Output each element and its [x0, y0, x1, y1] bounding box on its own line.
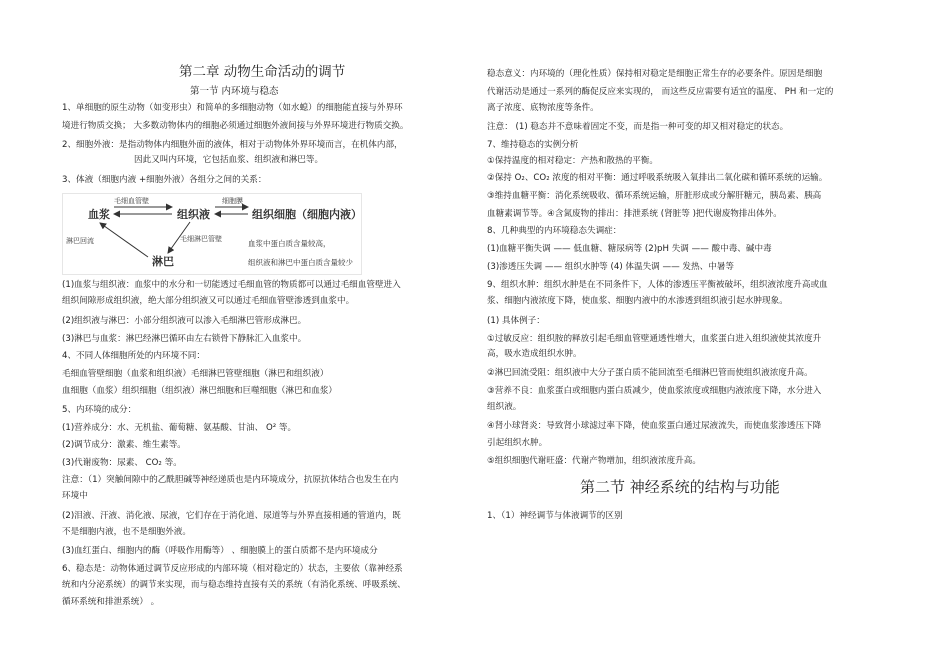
text-line: ②淋巴回流受阻：组织液中大分子蛋白质不能回流至毛细淋巴管而使组织液浓度升高。 [487, 368, 813, 378]
chapter-title: 第二章 动物生命活动的调节 [179, 64, 346, 80]
text-line: 血细胞（血浆）组织细胞（组织液）淋巴细胞和巨噬细胞（淋巴和血浆） [62, 386, 338, 396]
text-line: ③营养不良：血浆蛋白或细胞内蛋白质减少，使血浆浓度或细胞内液浓度下降，水分进入 [487, 386, 822, 396]
text-line: 8、几种典型的内环境稳态失调症： [487, 226, 622, 236]
body-fluid-diagram [62, 193, 362, 275]
text-line: (1)营养成分：水、无机盐、葡萄糖、氨基酸、甘油、 O² 等。 [62, 423, 297, 433]
text-line: 因此又叫内环境，它包括血浆、组织液和淋巴等。 [134, 155, 324, 165]
text-line: 9、组织水肿：组织水肿是在不同条件下，人体的渗透压平衡被破坏，组织液浓度升高或血 [487, 280, 828, 290]
text-line: 高，吸水造成组织水肿。 [487, 349, 582, 359]
text-line: ②保持 O₂、CO₂ 浓度的相对平衡：通过呼吸系统吸入氧排出二氧化碳和循环系统的运输。 [487, 173, 828, 183]
text-line: 1、（1）神经调节与体液调节的区别 [487, 511, 623, 521]
text-line: (3)代谢废物：尿素、 CO₂ 等。 [62, 458, 182, 468]
text-line: 注意：（1）突触间隙中的乙酰胆碱等神经递质也是内环境成分，抗原抗体结合也发生在内 [62, 475, 399, 485]
text-line: 4、不同人体细胞所处的内环境不同： [62, 351, 205, 361]
text-line: 环境中 [62, 491, 88, 501]
text-line: (1)血糖平衡失调 —— 低血糖、糖尿病等 (2)pH 失调 —— 酸中毒、碱中毒 [487, 244, 772, 254]
text-line: 循环系统和排泄系统） 。 [62, 597, 160, 607]
text-line: (1)血浆与组织液：血浆中的水分和一切能透过毛细血管的物质都可以通过毛细血管壁进入 [62, 280, 401, 290]
text-line: 2、细胞外液：是指动物体内细胞外面的液体，相对于动物体外界环境而言，在机体内部， [62, 140, 403, 150]
arrow-lymph-to-plasma [100, 223, 148, 257]
diagram-plasma: 血浆 [88, 208, 110, 221]
text-line: (2)调节成分：激素、维生素等。 [62, 440, 186, 450]
text-line: ①保持温度的相对稳定：产热和散热的平衡。 [487, 156, 658, 166]
text-line: 组织液。 [487, 402, 522, 412]
text-line: 境进行物质交换； 大多数动物体内的细胞必须通过细胞外液间接与外界环境进行物质交换。 [62, 121, 409, 131]
text-line: 7、维持稳态的实例分析 [487, 140, 579, 150]
text-line: 3、体液（细胞内液 +细胞外液）各组分之间的关系： [62, 175, 267, 185]
text-line: ①过敏反应：组织胺的释放引起毛细血管壁通透性增大，血浆蛋白进入组织液使其浓度升 [487, 334, 822, 344]
text-line: ④肾小球肾炎：导致肾小球滤过率下降，使血浆蛋白通过尿液流失，而使血浆渗透压下降 [487, 421, 822, 431]
text-line: 不是细胞内液，也不是细胞外液。 [62, 527, 191, 537]
text-line: 1、单细胞的原生动物（如变形虫）和简单的多细胞动物（如水螅）的细胞能直接与外界环 [62, 103, 403, 113]
diagram-note-1: 血浆中蛋白质含量较高， [248, 239, 331, 248]
text-line: ⑤组织细胞代谢旺盛：代谢产物增加，组织液浓度升高。 [487, 456, 701, 466]
text-line: 稳态意义：内环境的（理化性质）保持相对稳定是细胞正常生存的必要条件。原因是细胞 [487, 69, 823, 79]
text-line: 代谢活动是通过一系列的酶促反应来实现的， 而这些反应需要有适宜的温度、 PH 和一定的 [487, 87, 834, 97]
text-line: 5、内环境的成分： [62, 405, 137, 415]
text-line: 6、稳态是：动物体通过调节反应形成的内部环境（相对稳定的）状态，主要依（靠神经系 [62, 564, 403, 574]
diagram-tissue-fluid: 组织液 [177, 208, 210, 221]
diagram-tissue-cell: 组织细胞（细胞内液） [252, 208, 362, 221]
text-line: 组织间隙形成组织液，绝大部分组织液又可以通过毛细血管壁渗透到血浆中。 [62, 296, 355, 306]
diagram-lymph-return-label: 淋巴回流 [66, 237, 94, 245]
text-line: (2)泪液、汗液、消化液、尿液，它们存在于消化道、尿道等与外界直接相通的管道内，既 [62, 511, 401, 521]
text-line: 引起组织水肿。 [487, 438, 548, 448]
section-title: 第一节 内环境与稳态 [190, 86, 279, 97]
text-line: 血糖素调节等。④含氮废物的排出：排泄系统 (肾脏等 )把代谢废物排出体外。 [487, 209, 782, 219]
text-line: 毛细血管壁细胞（血浆和组织液）毛细淋巴管壁细胞（淋巴和组织液） [62, 369, 329, 379]
text-line: (2)组织液与淋巴：小部分组织液可以渗入毛细淋巴管形成淋巴。 [62, 316, 307, 326]
text-line: 浆、细胞内液浓度下降，使血浆、细胞内液中的水渗透到组织液引起水肿现象。 [487, 296, 788, 306]
diagram-lymph: 淋巴 [152, 255, 174, 268]
text-line: ③维持血糖平衡：消化系统吸收、循环系统运输，肝脏形成或分解肝糖元，胰岛素、胰高 [487, 191, 822, 201]
text-line: 注意： (1) 稳态并不意味着固定不变，而是指一种可变的却又相对稳定的状态。 [487, 122, 789, 132]
text-line: (3)渗透压失调 —— 组织水肿等 (4) 体温失调 —— 发热、中暑等 [487, 262, 734, 272]
diagram-capillary-wall-label: 毛细血管壁 [114, 197, 149, 205]
text-line: 离子浓度、底物浓度等条件。 [487, 103, 599, 113]
section-2-title: 第二节 神经系统的结构与功能 [580, 478, 780, 496]
text-line: (1) 具体例子： [487, 316, 545, 326]
text-line: (3)血红蛋白、细胞内的酶（呼吸作用酶等） 、细胞膜上的蛋白质都不是内环境成分 [62, 546, 378, 556]
diagram-lymph-capillary-label: 毛细淋巴管壁 [180, 235, 222, 243]
diagram-note-2: 组织液和淋巴中蛋白质含量较少 [248, 258, 353, 267]
text-line: 统和内分泌系统）的调节来实现，而与稳态维持直接有关的系统（有消化系统、呼吸系统、 [62, 580, 406, 590]
diagram-cell-membrane-label: 细胞膜 [222, 197, 243, 205]
text-line: (3)淋巴与血浆：淋巴经淋巴循环由左右锁骨下静脉汇入血浆中。 [62, 334, 307, 344]
